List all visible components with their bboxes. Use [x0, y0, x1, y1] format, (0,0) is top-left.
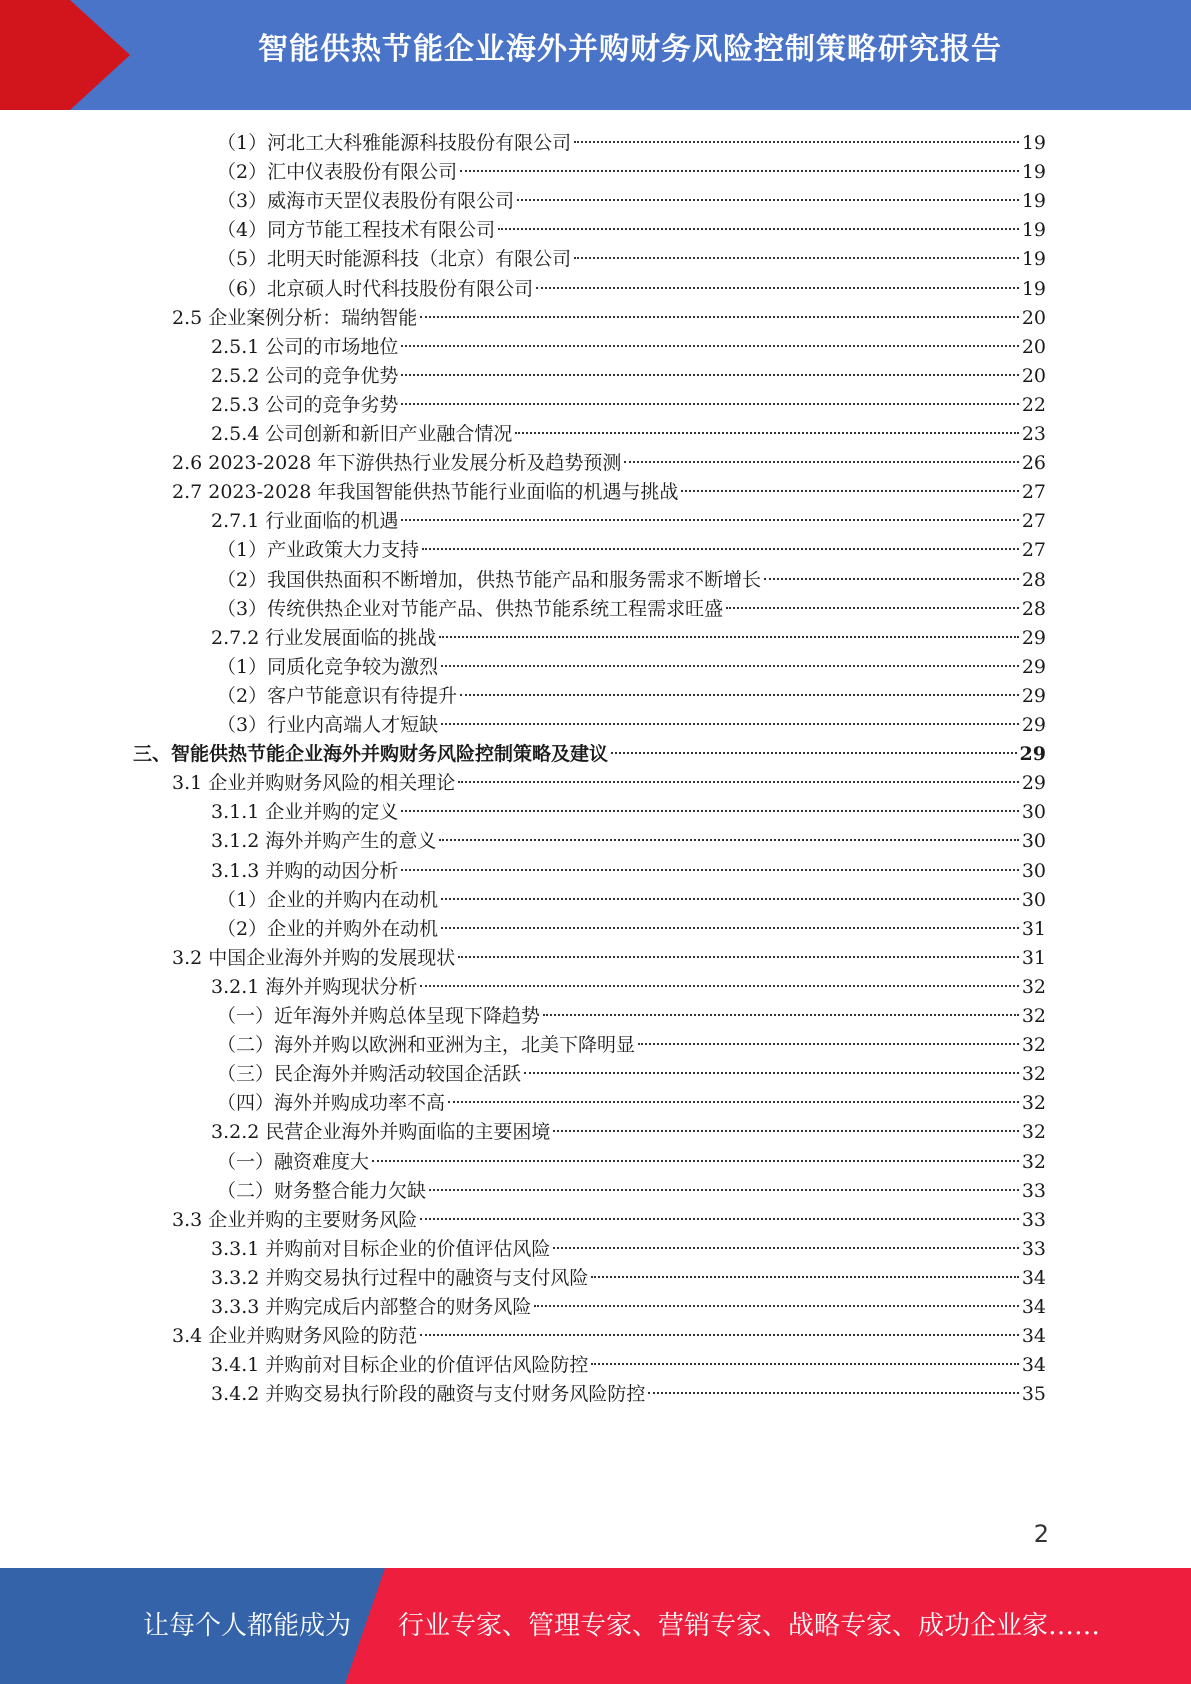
toc-leader-dots: [439, 636, 1018, 638]
toc-entry-page: 19: [1021, 277, 1046, 300]
toc-entry-label: （1）企业的并购内在动机: [217, 888, 439, 911]
toc-leader-dots: [553, 1247, 1018, 1249]
toc-leader-dots: [422, 548, 1019, 550]
toc-entry-page: 34: [1021, 1266, 1046, 1289]
toc-entry-label: 2.7 2023-2028 年我国智能供热节能行业面临的机遇与挑战: [172, 481, 679, 504]
toc-entry-page: 20: [1021, 335, 1046, 358]
toc-entry-label: 2.7.2 行业发展面临的挑战: [211, 626, 437, 649]
toc-leader-dots: [726, 607, 1019, 609]
footer-slogan-left: 让每个人都能成为: [143, 1611, 352, 1641]
toc-entry[interactable]: [0, 710, 1191, 741]
toc-entry[interactable]: [0, 885, 1191, 916]
toc-leader-dots: [420, 1218, 1019, 1220]
toc-entry[interactable]: [0, 419, 1191, 450]
toc-leader-dots: [401, 403, 1018, 405]
toc-leader-dots: [401, 345, 1018, 347]
toc-entry-page: 19: [1021, 248, 1046, 271]
toc-entry-label: （3）威海市天罡仪表股份有限公司: [217, 190, 515, 213]
toc-entry-label: 三、智能供热节能企业海外并购财务风险控制策略及建议: [133, 743, 609, 766]
toc-entry[interactable]: [0, 652, 1191, 683]
toc-entry-label: 3.4.1 并购前对目标企业的价值评估风险防控: [211, 1354, 589, 1377]
toc-leader-dots: [441, 665, 1019, 667]
toc-entry[interactable]: [0, 390, 1191, 421]
toc-leader-dots: [611, 752, 1017, 754]
toc-entry[interactable]: [0, 1030, 1191, 1061]
toc-entry[interactable]: [0, 1234, 1191, 1265]
toc-entry[interactable]: [0, 157, 1191, 188]
page-footer: [0, 1568, 1191, 1684]
toc-entry-label: 3.4.2 并购交易执行阶段的融资与支付财务风险防控: [211, 1383, 646, 1406]
toc-entry-page: 31: [1021, 917, 1046, 940]
toc-entry-label: （2）客户节能意识有待提升: [217, 684, 458, 707]
toc-entry-label: （3）行业内高端人才短缺: [217, 714, 439, 736]
header-red-block: [0, 0, 70, 110]
toc-entry-page: 33: [1021, 1208, 1046, 1231]
toc-leader-dots: [441, 898, 1019, 900]
toc-entry[interactable]: [0, 943, 1191, 974]
toc-entry-page: 29: [1021, 655, 1046, 678]
toc-entry[interactable]: [0, 797, 1191, 828]
toc-entry-page: 29: [1021, 714, 1046, 736]
toc-entry-label: （1）河北工大科雅能源科技股份有限公司: [217, 132, 572, 154]
toc-entry[interactable]: [0, 303, 1191, 334]
toc-entry[interactable]: [0, 594, 1191, 625]
toc-leader-dots: [401, 869, 1018, 871]
toc-entry-page: 33: [1021, 1237, 1046, 1260]
toc-entry-page: 34: [1021, 1296, 1046, 1318]
toc-entry[interactable]: [0, 1321, 1191, 1352]
toc-entry-label: 2.5.2 公司的竞争优势: [211, 364, 399, 387]
toc-entry-page: 32: [1021, 1063, 1046, 1086]
toc-entry-label: （二）海外并购以欧洲和亚洲为主，北美下降明显: [217, 1034, 636, 1057]
toc-entry-label: 2.7.1 行业面临的机遇: [211, 510, 399, 533]
toc-entry-page: 33: [1021, 1179, 1046, 1202]
toc-entry[interactable]: [0, 681, 1191, 712]
toc-leader-dots: [638, 1043, 1019, 1045]
toc-entry-page: 28: [1021, 597, 1046, 620]
toc-entry-label: 3.3.2 并购交易执行过程中的融资与支付风险: [211, 1266, 589, 1289]
toc-entry[interactable]: [0, 1176, 1191, 1207]
toc-leader-dots: [648, 1392, 1018, 1394]
toc-entry[interactable]: [0, 1350, 1191, 1381]
toc-entry-label: （一）近年海外并购总体呈现下降趋势: [217, 1005, 541, 1027]
toc-entry[interactable]: [0, 1117, 1191, 1148]
toc-leader-dots: [448, 1101, 1019, 1103]
toc-entry-page: 29: [1019, 743, 1046, 766]
page-number: 2: [1033, 1520, 1049, 1548]
toc-leader-dots: [420, 1334, 1019, 1336]
toc-leader-dots: [401, 519, 1018, 521]
toc-entry-label: （1）同质化竞争较为激烈: [217, 655, 439, 678]
toc-entry-label: 3.1.1 企业并购的定义: [211, 801, 399, 824]
toc-leader-dots: [681, 490, 1018, 492]
page-header: [0, 0, 1191, 110]
toc-leader-dots: [498, 228, 1019, 230]
toc-entry[interactable]: [0, 186, 1191, 217]
toc-entry-page: 32: [1021, 975, 1046, 998]
toc-leader-dots: [534, 1305, 1018, 1307]
toc-leader-dots: [460, 694, 1019, 696]
toc-leader-dots: [574, 257, 1019, 259]
toc-leader-dots: [591, 1363, 1018, 1365]
toc-leader-dots: [764, 578, 1019, 580]
footer-slogan-right: 行业专家、管理专家、营销专家、战略专家、成功企业家……: [398, 1611, 1101, 1641]
toc-entry-label: （2）我国供热面积不断增加，供热节能产品和服务需求不断增长: [217, 568, 762, 591]
header-red-arrow: [70, 0, 130, 110]
toc-entry-label: 2.5.1 公司的市场地位: [211, 335, 399, 358]
toc-leader-dots: [553, 1130, 1018, 1132]
toc-entry[interactable]: [0, 1263, 1191, 1294]
report-title: 智能供热节能企业海外并购财务风险控制策略研究报告: [258, 32, 1002, 67]
toc-entry-page: 20: [1021, 306, 1046, 329]
toc-entry-page: 32: [1021, 1150, 1046, 1173]
toc-entry[interactable]: [0, 215, 1191, 246]
toc-entry[interactable]: [0, 856, 1191, 887]
toc-leader-dots: [591, 1276, 1018, 1278]
toc-entry-label: （4）同方节能工程技术有限公司: [217, 219, 496, 242]
toc-entry-label: （二）财务整合能力欠缺: [217, 1179, 427, 1202]
toc-entry-label: 3.2.1 海外并购现状分析: [211, 975, 418, 998]
toc-leader-dots: [420, 985, 1018, 987]
toc-leader-dots: [441, 723, 1019, 725]
toc-entry-page: 20: [1021, 364, 1046, 387]
toc-leader-dots: [441, 927, 1019, 929]
toc-entry-page: 19: [1021, 161, 1046, 184]
toc-entry-label: （一）融资难度大: [217, 1150, 370, 1173]
toc-entry-page: 30: [1021, 830, 1046, 853]
toc-entry[interactable]: [0, 477, 1191, 508]
toc-entry-label: （3）传统供热企业对节能产品、供热节能系统工程需求旺盛: [217, 597, 724, 620]
toc-leader-dots: [536, 287, 1019, 289]
toc-entry-page: 28: [1021, 568, 1046, 591]
toc-entry-label: （6）北京硕人时代科技股份有限公司: [217, 277, 534, 300]
toc-entry-page: 30: [1021, 859, 1046, 882]
toc-entry[interactable]: [0, 244, 1191, 275]
toc-entry[interactable]: [0, 274, 1191, 305]
toc-entry[interactable]: [0, 914, 1191, 945]
toc-leader-dots: [543, 1014, 1019, 1016]
toc-entry-label: 3.3 企业并购的主要财务风险: [172, 1208, 418, 1231]
toc-leader-dots: [517, 199, 1019, 201]
toc-entry-page: 29: [1021, 772, 1046, 795]
toc-entry[interactable]: [0, 826, 1191, 857]
toc-entry-label: 3.3.3 并购完成后内部整合的财务风险: [211, 1296, 532, 1318]
toc-entry-page: 26: [1021, 452, 1046, 475]
toc-leader-dots: [574, 141, 1019, 143]
toc-entry[interactable]: [0, 1147, 1191, 1178]
toc-entry[interactable]: [0, 535, 1191, 566]
toc-entry-label: （2）企业的并购外在动机: [217, 917, 439, 940]
toc-entry-page: 22: [1021, 393, 1046, 416]
toc-entry-label: 2.6 2023-2028 年下游供热行业发展分析及趋势预测: [172, 452, 622, 475]
toc-entry-label: 3.1.2 海外并购产生的意义: [211, 830, 437, 853]
toc-entry-label: （5）北明天时能源科技（北京）有限公司: [217, 248, 572, 271]
toc-entry[interactable]: [0, 448, 1191, 479]
toc-leader-dots: [460, 170, 1019, 172]
toc-leader-dots: [372, 1160, 1019, 1162]
toc-entry-page: 27: [1021, 481, 1046, 504]
toc-entry-label: （1）产业政策大力支持: [217, 539, 420, 562]
toc-entry-page: 29: [1021, 626, 1046, 649]
toc-entry-label: 3.2 中国企业海外并购的发展现状: [172, 946, 456, 969]
toc-leader-dots: [429, 1189, 1019, 1191]
toc-entry-page: 19: [1021, 190, 1046, 213]
toc-leader-dots: [439, 839, 1018, 841]
toc-entry[interactable]: [0, 739, 1191, 770]
toc-entry-label: （三）民企海外并购活动较国企活跃: [217, 1063, 522, 1086]
toc-leader-dots: [401, 810, 1018, 812]
toc-entry-page: 29: [1021, 684, 1046, 707]
toc-entry-page: 32: [1021, 1121, 1046, 1144]
toc-entry-page: 19: [1021, 219, 1046, 242]
toc-entry[interactable]: [0, 1379, 1191, 1410]
toc-entry[interactable]: [0, 565, 1191, 596]
toc-leader-dots: [624, 461, 1018, 463]
toc-entry-page: 35: [1021, 1383, 1046, 1406]
toc-entry[interactable]: [0, 1088, 1191, 1119]
toc-entry[interactable]: [0, 506, 1191, 537]
toc-entry-label: （2）汇中仪表股份有限公司: [217, 161, 458, 184]
toc-entry[interactable]: [0, 1205, 1191, 1236]
toc-entry-label: （四）海外并购成功率不高: [217, 1092, 446, 1115]
toc-entry-page: 34: [1021, 1354, 1046, 1377]
toc-entry[interactable]: [0, 972, 1191, 1003]
toc-entry-label: 2.5.4 公司创新和新旧产业融合情况: [211, 423, 513, 445]
toc-leader-dots: [515, 432, 1018, 434]
toc-leader-dots: [458, 781, 1019, 783]
toc-leader-dots: [420, 316, 1019, 318]
toc-entry[interactable]: [0, 361, 1191, 392]
toc-entry-page: 32: [1021, 1005, 1046, 1027]
toc-entry[interactable]: [0, 1292, 1191, 1323]
toc-entry[interactable]: [0, 623, 1191, 654]
toc-entry-page: 34: [1021, 1325, 1046, 1348]
toc-entry-page: 32: [1021, 1034, 1046, 1057]
toc-leader-dots: [458, 956, 1019, 958]
toc-entry[interactable]: [0, 1059, 1191, 1090]
toc-entry-page: 31: [1021, 946, 1046, 969]
toc-entry-page: 32: [1021, 1092, 1046, 1115]
toc-entry[interactable]: [0, 332, 1191, 363]
toc-entry-page: 30: [1021, 801, 1046, 824]
toc-entry-label: 3.4 企业并购财务风险的防范: [172, 1325, 418, 1348]
toc-entry-label: 3.1.3 并购的动因分析: [211, 859, 399, 882]
toc-entry-page: 27: [1021, 539, 1046, 562]
toc-entry-label: 3.2.2 民营企业海外并购面临的主要困境: [211, 1121, 551, 1144]
toc-entry-page: 23: [1021, 423, 1046, 445]
toc-leader-dots: [524, 1072, 1019, 1074]
toc-entry[interactable]: [0, 128, 1191, 159]
toc-entry-label: 3.3.1 并购前对目标企业的价值评估风险: [211, 1237, 551, 1260]
toc-entry-label: 3.1 企业并购财务风险的相关理论: [172, 772, 456, 795]
toc-entry-page: 19: [1021, 132, 1046, 154]
toc-entry[interactable]: [0, 768, 1191, 799]
toc-entry[interactable]: [0, 1001, 1191, 1032]
toc-entry-page: 30: [1021, 888, 1046, 911]
toc-entry-label: 2.5.3 公司的竞争劣势: [211, 393, 399, 416]
toc-entry-page: 27: [1021, 510, 1046, 533]
toc-leader-dots: [401, 374, 1018, 376]
toc-entry-label: 2.5 企业案例分析：瑞纳智能: [172, 306, 418, 329]
